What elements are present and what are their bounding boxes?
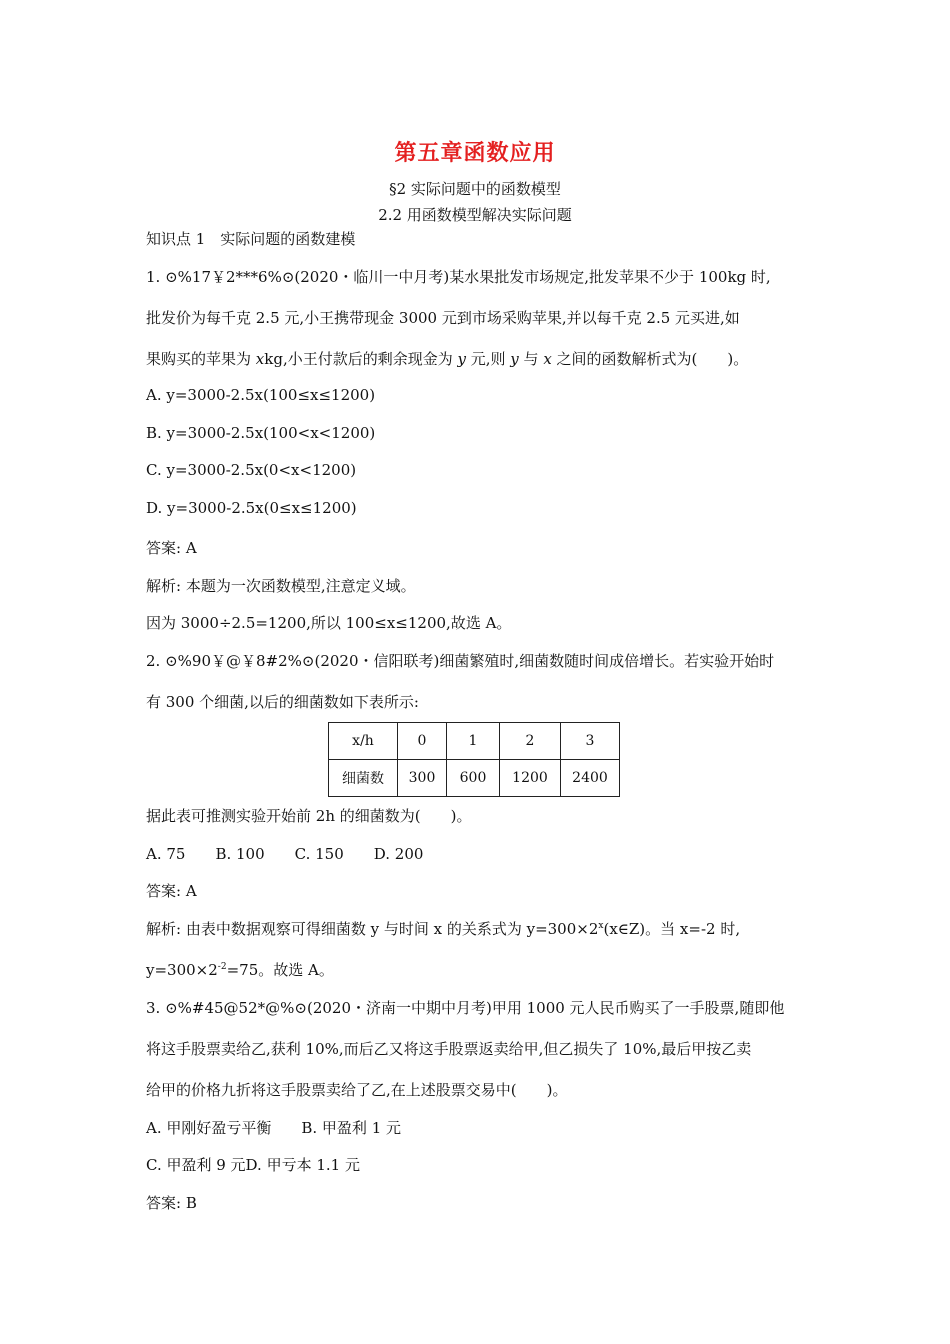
q1-option-b: B. y=3000-2.5x(100<x<1200) — [146, 424, 376, 442]
q2-line-1: 2. ⊙%90￥@￥8#2%⊙(2020・信阳联考)细菌繁殖时,细菌数随时间成倍增长。若实验开始时 — [146, 652, 775, 670]
q3-line-1: 3. ⊙%#45@52*@%⊙(2020・济南一中期中月考)甲用 1000 元人民币购买了一手股票,随即他 — [146, 999, 785, 1017]
table-header-row — [329, 723, 620, 760]
q2-line-3: 据此表可推测实验开始前 2h 的细菌数为( )。 — [146, 807, 472, 825]
q1-analysis-2: 因为 3000÷2.5=1200,所以 100≤x≤1200,故选 A。 — [146, 614, 512, 632]
q2-analysis-text: y=300×2 — [146, 961, 218, 979]
q2-answer: 答案: A — [146, 882, 197, 900]
exponent: -2 — [217, 962, 227, 972]
table-cell: 细菌数 — [329, 760, 398, 797]
q1-option-c: C. y=3000-2.5x(0<x<1200) — [146, 461, 357, 479]
q2-analysis-2 — [146, 959, 334, 980]
table-cell: 300 — [398, 760, 447, 797]
table-cell: 2 — [500, 723, 561, 760]
bacteria-table — [328, 722, 620, 797]
table-cell: x/h — [329, 723, 398, 760]
q1-line-3 — [146, 348, 748, 369]
table-row — [329, 760, 620, 797]
q1-text: kg,小王付款后的剩余现金为 — [264, 350, 458, 368]
q1-option-a: A. y=3000-2.5x(100≤x≤1200) — [146, 386, 376, 404]
chapter-title: 第五章函数应用 — [394, 140, 556, 166]
exponent: x — [598, 921, 604, 931]
table-cell: 600 — [447, 760, 500, 797]
q2-analysis-text: =75。故选 A。 — [226, 961, 334, 979]
q2-options: A. 75 B. 100 C. 150 D. 200 — [146, 845, 424, 863]
section-heading: §2 实际问题中的函数模型 — [389, 180, 561, 198]
table-cell: 1200 — [500, 760, 561, 797]
var-x: x — [543, 350, 552, 368]
q2-analysis-text: 解析: 由表中数据观察可得细菌数 y 与时间 x 的关系式为 y=300×2 — [146, 920, 599, 938]
q1-line-2: 批发价为每千克 2.5 元,小王携带现金 3000 元到市场采购苹果,并以每千克 2.5 元买进,如 — [146, 309, 740, 327]
var-y: y — [510, 350, 519, 368]
q3-line-2: 将这手股票卖给乙,获利 10%,而后乙又将这手股票返卖给甲,但乙损失了 10%,最后甲按乙卖 — [146, 1040, 752, 1058]
q1-text: 之间的函数解析式为( )。 — [551, 350, 749, 368]
q1-text: 与 — [518, 350, 544, 368]
q2-analysis-1 — [146, 918, 740, 939]
table-cell: 0 — [398, 723, 447, 760]
table-cell: 1 — [447, 723, 500, 760]
q3-line-3: 给甲的价格九折将这手股票卖给了乙,在上述股票交易中( )。 — [146, 1081, 568, 1099]
q1-line-1: 1. ⊙%17￥2***6%⊙(2020・临川一中月考)某水果批发市场规定,批发苹果不少于 100kg 时, — [146, 268, 771, 286]
q1-option-d: D. y=3000-2.5x(0≤x≤1200) — [146, 499, 357, 517]
table-cell: 3 — [561, 723, 620, 760]
q1-answer: 答案: A — [146, 539, 197, 557]
topic-heading: 知识点 1 实际问题的函数建模 — [146, 230, 356, 248]
table-cell: 2400 — [561, 760, 620, 797]
q1-text: 果购买的苹果为 — [146, 350, 256, 368]
subsection-heading: 2.2 用函数模型解决实际问题 — [378, 206, 572, 224]
q2-line-2: 有 300 个细菌,以后的细菌数如下表所示: — [146, 693, 419, 711]
q2-analysis-text: (x∈Z)。当 x=-2 时, — [603, 920, 741, 938]
q1-text: 元,则 — [465, 350, 511, 368]
q3-options-cd: C. 甲盈利 9 元D. 甲亏本 1.1 元 — [146, 1156, 360, 1174]
q3-answer: 答案: B — [146, 1194, 197, 1212]
var-y: y — [457, 350, 466, 368]
q1-analysis-1: 解析: 本题为一次函数模型,注意定义域。 — [146, 577, 416, 595]
var-x: x — [255, 350, 265, 368]
q3-options-ab: A. 甲刚好盈亏平衡 B. 甲盈利 1 元 — [146, 1119, 402, 1137]
